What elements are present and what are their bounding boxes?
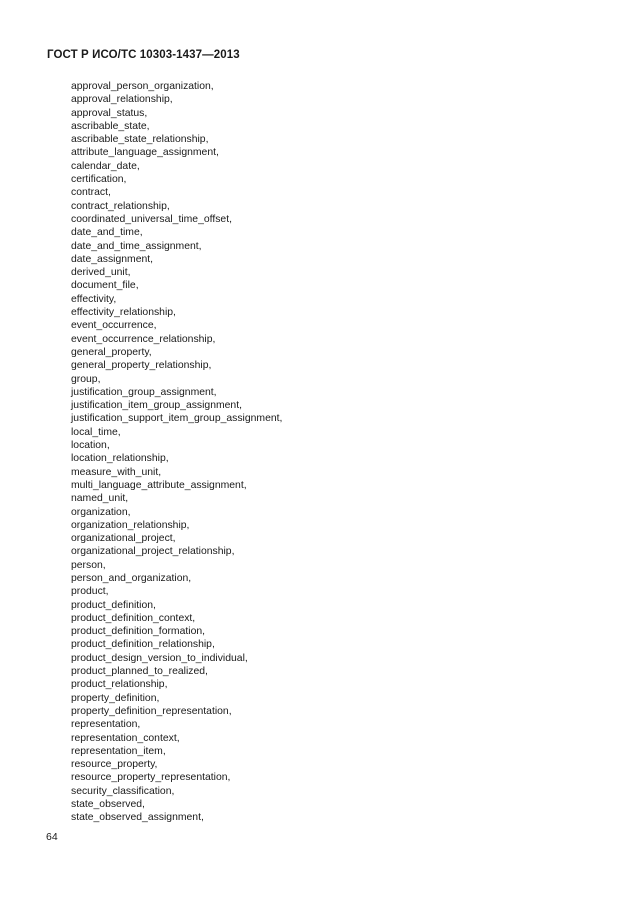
list-item: product_relationship, bbox=[71, 679, 168, 691]
list-item: product_definition, bbox=[71, 599, 156, 611]
list-item: organization_relationship, bbox=[71, 519, 190, 531]
list-item: resource_property_representation, bbox=[71, 772, 231, 784]
list-item: approval_person_organization, bbox=[71, 81, 214, 92]
list-item: representation_context, bbox=[71, 732, 180, 744]
list-item: measure_with_unit, bbox=[71, 466, 162, 478]
list-item: state_observed_assignment, bbox=[71, 812, 204, 824]
list-item: product, bbox=[71, 586, 109, 598]
entity-list bbox=[71, 80, 282, 825]
list-item: effectivity, bbox=[71, 293, 117, 305]
list-item: organizational_project, bbox=[71, 533, 176, 545]
list-item: location, bbox=[71, 440, 110, 452]
list-item: event_occurrence, bbox=[71, 320, 157, 332]
list-item: product_definition_context, bbox=[71, 612, 196, 624]
list-item: document_file, bbox=[71, 280, 139, 292]
list-item: property_definition_representation, bbox=[71, 705, 232, 717]
list-item: product_design_version_to_individual, bbox=[71, 652, 248, 664]
list-item: ascribable_state_relationship, bbox=[71, 134, 209, 146]
list-item: effectivity_relationship, bbox=[71, 307, 176, 319]
list-item: location_relationship, bbox=[71, 453, 169, 465]
list-item: calendar_date, bbox=[71, 160, 140, 172]
list-item: coordinated_universal_time_offset, bbox=[71, 213, 232, 225]
list-item: property_definition, bbox=[71, 692, 160, 704]
list-item: named_unit, bbox=[71, 493, 129, 505]
list-item: justification_group_assignment, bbox=[71, 386, 217, 398]
list-item: organizational_project_relationship, bbox=[71, 546, 235, 558]
list-item: derived_unit, bbox=[71, 267, 131, 279]
list-item: security_classification, bbox=[71, 785, 175, 797]
list-item: state_observed, bbox=[71, 799, 145, 811]
list-item: person, bbox=[71, 559, 106, 571]
list-item: representation_item, bbox=[71, 745, 166, 757]
list-item: contract, bbox=[71, 187, 111, 199]
list-item: certification, bbox=[71, 174, 127, 186]
list-item: group, bbox=[71, 373, 101, 385]
list-item: person_and_organization, bbox=[71, 572, 192, 584]
list-item: attribute_language_assignment, bbox=[71, 147, 219, 159]
list-item: organization, bbox=[71, 506, 131, 518]
page-header: ГОСТ Р ИСО/ТС 10303-1437—2013 bbox=[47, 49, 240, 61]
list-item: representation, bbox=[71, 719, 141, 731]
list-item: approval_relationship, bbox=[71, 94, 173, 106]
list-item: contract_relationship, bbox=[71, 200, 170, 212]
list-item: product_definition_relationship, bbox=[71, 639, 215, 651]
list-item: justification_item_group_assignment, bbox=[71, 400, 242, 412]
list-item: justification_support_item_group_assignment, bbox=[71, 413, 283, 425]
list-item: event_occurrence_relationship, bbox=[71, 333, 216, 345]
list-item: date_and_time_assignment, bbox=[71, 240, 202, 252]
list-item: general_property, bbox=[71, 346, 152, 358]
list-item: date_assignment, bbox=[71, 253, 154, 265]
list-item: product_definition_formation, bbox=[71, 626, 206, 638]
list-item: approval_status, bbox=[71, 107, 148, 119]
page-number: 64 bbox=[46, 831, 58, 843]
list-item: ascribable_state, bbox=[71, 120, 150, 132]
list-item: date_and_time, bbox=[71, 227, 143, 239]
list-item: general_property_relationship, bbox=[71, 360, 212, 372]
list-item: local_time, bbox=[71, 426, 121, 438]
list-item: resource_property, bbox=[71, 759, 158, 771]
list-item: product_planned_to_realized, bbox=[71, 666, 208, 678]
list-item: multi_language_attribute_assignment, bbox=[71, 479, 247, 491]
